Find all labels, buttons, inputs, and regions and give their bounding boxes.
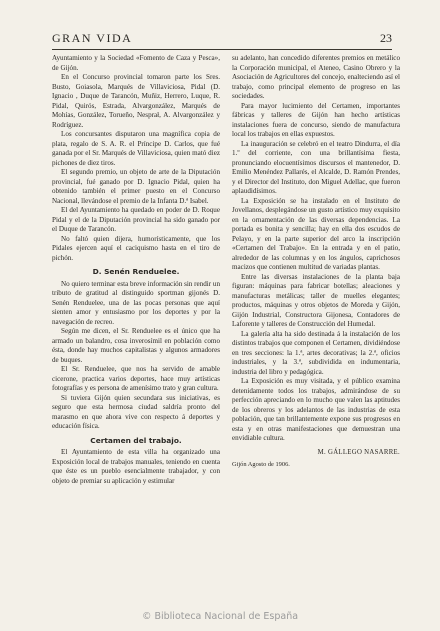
paragraph: No faltó quien dijera, humorísticamente, que los Pidales ejercen aquí el caciquismo hasta en el tiro de pichón. — [52, 234, 220, 262]
paragraph: Para mayor lucimiento del Certamen, importantes fábricas y talleres de Gijón han hecho artísticas instalaciones fuera de concurso, siendo de manufactura local los trabajos en ellas expuestos. — [232, 101, 400, 138]
page-number: 23 — [380, 31, 392, 45]
left-column — [52, 54, 220, 486]
paragraph: su adelanto, han concedido diferentes premios en metálico la Corporación municipal, el Ateneo, Casino Obrero y la Asociación de Agricultores del concejo, enalteciendo así el trabajo, como principal elemento de progreso en las sociedades. — [232, 54, 400, 100]
paragraph: El Ayuntamiento de esta villa ha organizado una Exposición local de trabajos manuales, teniendo en cuenta que éste es un pueblo esencialmente trabajador, y con objeto de premiar su aplicación y estimular — [52, 448, 220, 485]
author-signature: M. GÁLLEGO NASARRE. — [317, 448, 400, 456]
journal-title: GRAN VIDA — [52, 31, 133, 45]
paragraph: El Sr. Renduelee, que nos ha servido de amable cicerone, practica varios deportes, hace muy artísticas fotografías y es persona de amenísimo trato y gran cultura. — [52, 365, 220, 392]
paragraph: En el Concurso provincial tomaron parte los Sres. Busto, Goiasola, Marqués de Villaviciosa, Pidal (D. Ignacio , Duque de Tarancón, Muñiz, Herrero, Luque, R. Pidal, Quirós, Estrada, Alvargonzález, Marqués de Mohías, González, Torueño, Nesprał, A. Alvargonzález y Rodríguez. — [52, 73, 220, 129]
running-header — [52, 28, 392, 46]
library-watermark: © Biblioteca Nacional de España — [141, 611, 299, 622]
paragraph: El segundo premio, un objeto de arte de la Diputación provincial, fué ganado por D. Ignacio Pidal, quien ha obtenido también el primer puesto en el Concurso Nacional, llevándose el premio de la Infanta D.ª Isabel. — [52, 168, 220, 205]
paragraph: La Exposición se ha instalado en el Instituto de Jovellanos, desplegándose un gusto artístico muy exquisito en la ornamentación de las diversas dependencias. La portada es bonita y sencilla; hay en ella dos escudos de Pelayo, y en la parte superior del arco la inscripción «Certamen del Trabajo». En la entrada y en el patio, alrededor de las columnas y en los ángulos, caprichosos macizos que contienen multitud de variadas plantas. — [232, 196, 400, 271]
right-column — [232, 54, 400, 470]
paragraph: El del Ayuntamiento ha quedado en poder de D. Roque Pidal y el de la Diputación provincial ha sido ganado por el Duque de Tarancón. — [52, 206, 220, 233]
paragraph: La galería alta ha sido destinada á la instalación de los distintos trabajos que componen el Certamen, dividiéndose en tres secciones: la 1.ª, artes decorativas; la 2.ª, oficios industriales, y la 3.ª, subdividida en indumentaria, industria del libro y pedagógica. — [232, 329, 400, 376]
paragraph: La inauguración se celebró en el teatro Dindurra, el día 1.º del corriente, con una brillantísima fiesta, pronunciando elocuentísimos discursos el mantenedor, D. Emilio Menéndez Pallarés, el Alcalde, D. Ramón Prendes, y el Director del Instituto, don Miguel Adellac, que fueron aplaudidísimos. — [232, 139, 400, 195]
paragraph: Los concursantes disputaron una magnífica copia de plata, regalo de S. A. R. el Príncipe D. Carlos, que fué ganada por el Sr. Marqués de Villaviciosa, quien mató diez pichones de diez tiros. — [52, 130, 220, 167]
paragraph: Según me dicen, el Sr. Renduelee es el único que ha armado un balandro, cosa inverosímil en población como ésta, donde hay muchos capitalistas y algunos armadores de buques. — [52, 327, 220, 364]
paragraph: Entre las diversas instalaciones de la planta baja figuran: máquinas para fabricar botellas; aleaciones y manufacturas metálicas; taller de muelles elegantes; productos, máquinas y otros objetos de Moreda y Gijón, Gijón Industrial, Constructora Gijonesa, Contadores de Laforente y talleres de Construcción del Humedal. — [232, 272, 400, 328]
paragraph: Ayuntamiento y la Sociedad «Fomento de Caza y Pesca», de Gijón. — [52, 54, 220, 72]
dateline: Gijón Agosto de 1906. — [232, 461, 290, 468]
paragraph: No quiero terminar esta breve información sin rendir un tributo de gratitud al distinguido sportman gijonés D. Senén Renduelee, una de las pocas personas que aquí sienten amor y entusiasmo por los deportes y por la navegación de recreo. — [52, 279, 220, 326]
section-heading-renduele: D. Senén Renduelee. — [92, 267, 180, 276]
paragraph: Si tuviera Gijón quien secundara sus iniciativas, es seguro que esta hermosa ciudad saldría pronto del marasmo en que ahora vive con respecto á deportes y educación física. — [52, 393, 220, 430]
header-rule — [52, 49, 392, 50]
section-heading-certamen: Certamen del trabajo. — [90, 435, 182, 445]
paragraph: La Exposición es muy visitada, y el público examina detenidamente todos los trabajos, admirándose de su perfección apreciando en lo mucho que valen las aptitudes de los obreros y los adelantos de las industrias de esta población, que tan brillantemente expone sus progresos en esta y en otras manifestaciones que demuestran una envidiable cultura. — [232, 377, 400, 442]
